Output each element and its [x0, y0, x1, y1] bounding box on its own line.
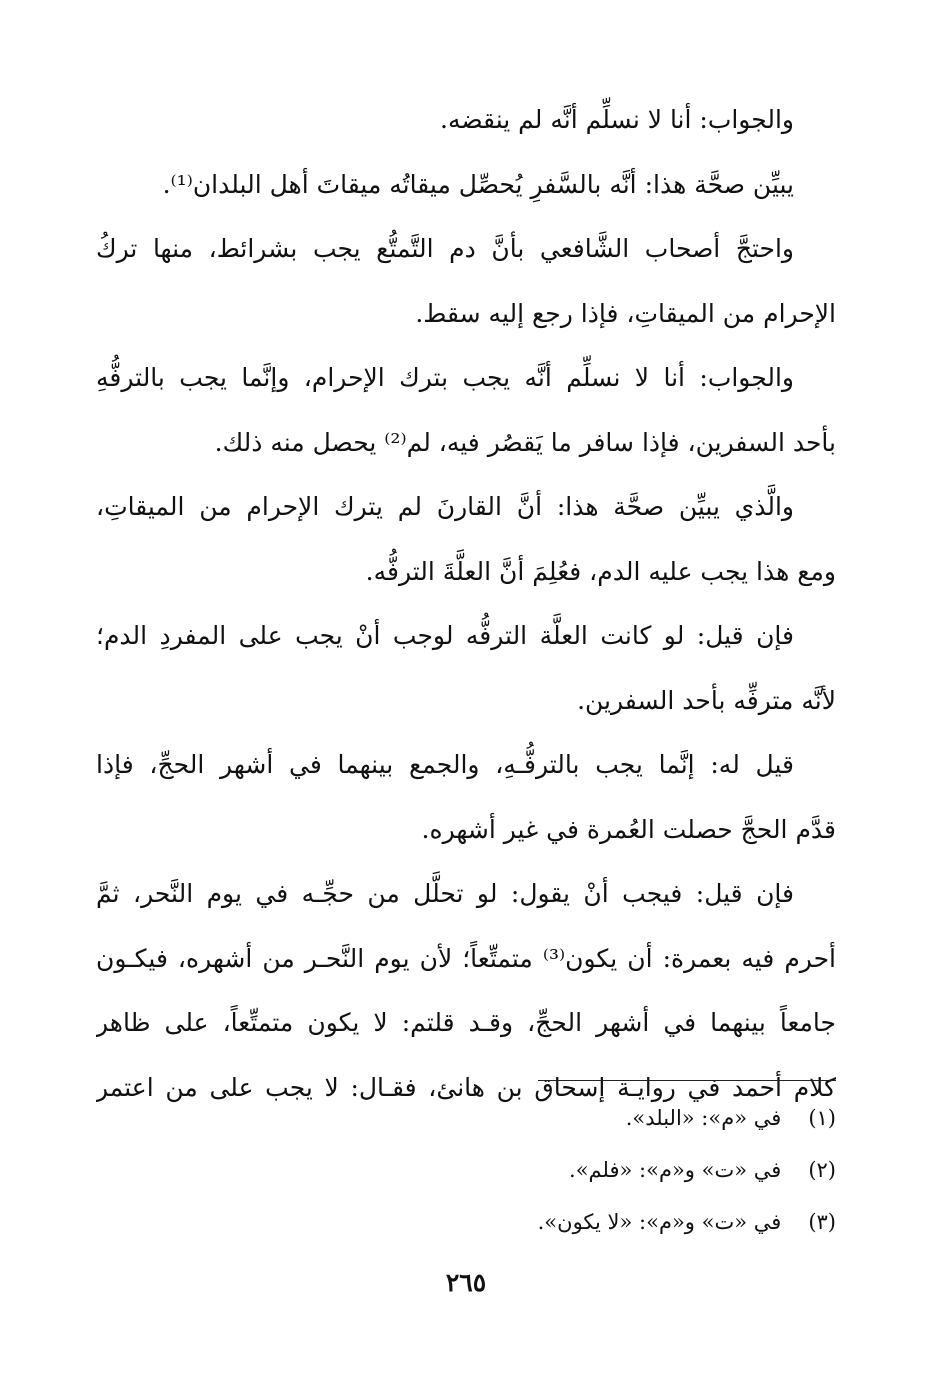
footnote-number: (٢)	[808, 1158, 836, 1182]
footnotes	[96, 1098, 836, 1254]
text-line: يبيِّن صحَّة هذا: أنَّه بالسَّفرِ يُحصِّل ميقاتُه ميقاتَ أهل البلدان⁽¹⁾.	[162, 169, 794, 199]
text-line: فإن قيل: فيجب أنْ يقول: لو تحلَّل من حجِّـه في يوم النَّحر، ثمَّ	[96, 879, 794, 908]
text-line: قيل له: إنَّما يجب بالترفُّـهِ، والجمع بينهما في أشهر الحجِّ، فإذا	[96, 750, 794, 779]
footnote	[96, 1098, 836, 1150]
text-line: والجواب: أنا لا نسلِّم أنَّه يجب بترك الإحرام، وإنَّما يجب بالترفُّهِ	[96, 363, 794, 392]
footnote	[96, 1202, 836, 1254]
footnote-text: في «ت» و«م»: «لا يكون».	[537, 1210, 782, 1234]
text-line: كلام أحمد في روايـة إسحاق بن هانئ، فقـال: لا يجب على من اعتمر	[96, 1072, 836, 1102]
footnote-number: (٣)	[808, 1210, 836, 1234]
footnote-divider	[538, 1080, 836, 1081]
text-line: فإن قيل: لو كانت العلَّة الترفُّه لوجب أنْ يجب على المفردِ الدم؛	[96, 621, 794, 650]
text-line: والجواب: أنا لا نسلِّم أنَّه لم ينقضه.	[440, 105, 794, 134]
page-number: ٢٦٥	[445, 1268, 487, 1297]
footnote-text: في «ت» و«م»: «فلم».	[569, 1158, 782, 1182]
footnote	[96, 1150, 836, 1202]
main-text	[96, 88, 836, 1120]
text-line: قدَّم الحجَّ حصلت العُمرة في غير أشهره.	[421, 814, 836, 844]
text-line: الإحرام من الميقاتِ، فإذا رجع إليه سقط.	[415, 298, 836, 328]
footnote-number: (١)	[808, 1106, 836, 1130]
text-line: ومع هذا يجب عليه الدم، فعُلِمَ أنَّ العلَّةَ الترفُّه.	[365, 556, 836, 586]
text-line: والَّذي يبيِّن صحَّة هذا: أنَّ القارنَ لم يترك الإحرام من الميقاتِ،	[96, 492, 794, 521]
text-line: لأنَّه مترفِّه بأحد السفرين.	[577, 685, 836, 715]
text-line: بأحد السفرين، فإذا سافر ما يَقصُر فيه، لم⁽²⁾ يحصل منه ذلك.	[214, 427, 836, 457]
text-line: واحتجَّ أصحاب الشَّافعي بأنَّ دم التَّمتُّع يجب بشرائط، منها تركُ	[96, 234, 794, 263]
footnote-text: في «م»: «البلد».	[625, 1106, 782, 1130]
text-line: جامعاً بينهما في أشهر الحجِّ، وقـد قلتم: لا يكون متمتِّعاً، على ظاهر	[96, 1008, 836, 1037]
text-line: أحرم فيه بعمرة: أن يكون⁽³⁾ متمتِّعاً؛ لأن يوم النَّحـر من أشهره، فيكـون	[96, 943, 836, 973]
